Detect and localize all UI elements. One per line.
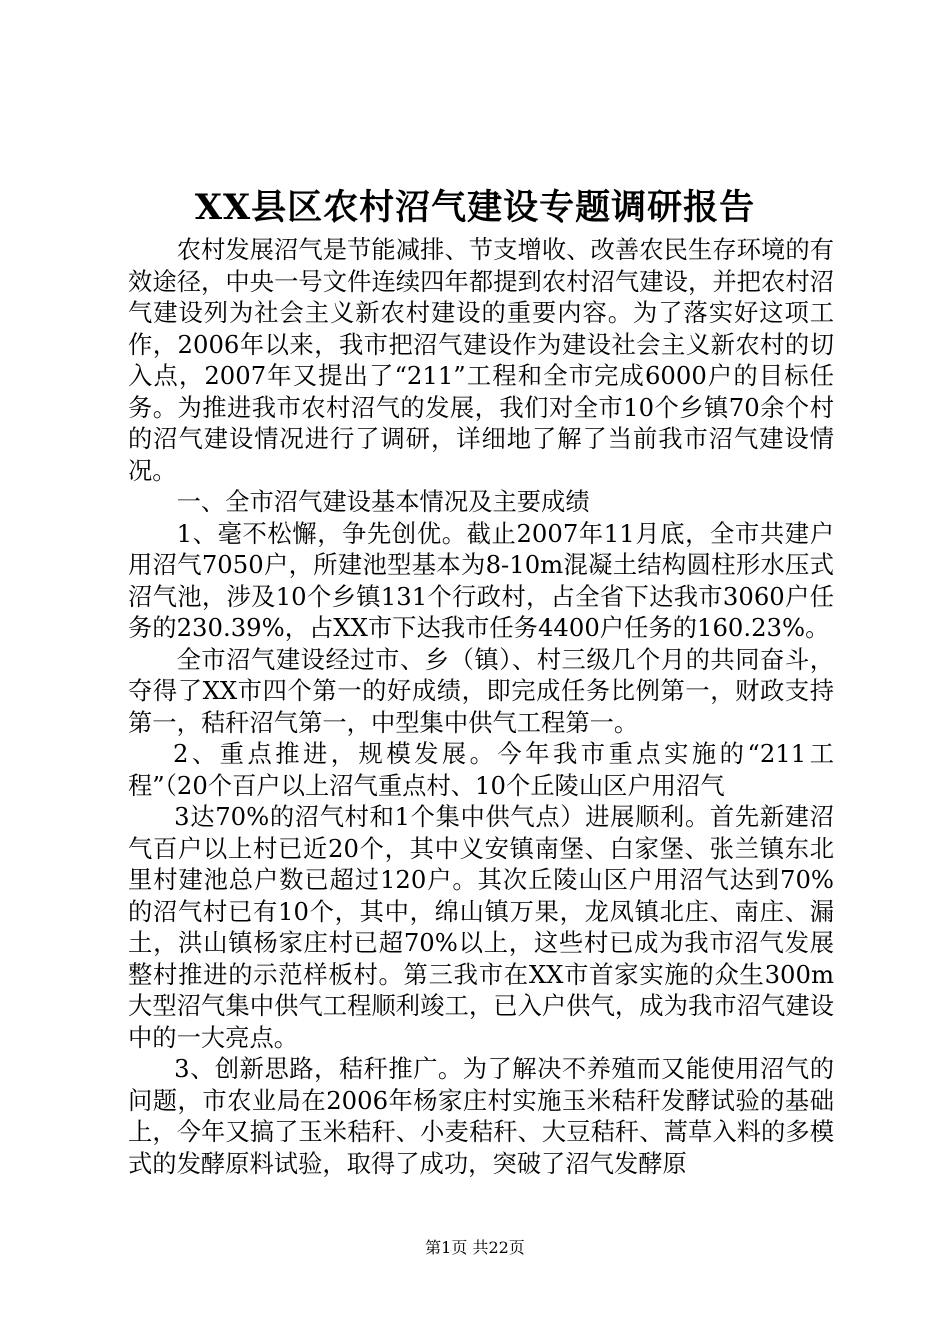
paragraph-item-1: 1、毫不松懈，争先创优。截止2007年11月底，全市共建户用沼气7050户，所建池型基本为8-10m混凝土结构圆柱形水压式沼气池，涉及10个乡镇131个行政村，占全省下达我市3060户任务的230.39%，占XX市下达我市任务4400户任务的160.23%。 <box>128 518 834 642</box>
paragraph-item-3: 3、创新思路，秸秆推广。为了解决不养殖而又能使用沼气的问题，市农业局在2006年杨家庄村实施玉米秸秆发酵试验的基础上，今年又搞了玉米秸秆、小麦秸秆、大豆秸秆、蒿草入料的多模式的发酵原料试验，取得了成功，突破了沼气发酵原 <box>128 1054 834 1178</box>
document-body <box>128 234 834 1179</box>
paragraph-achievements: 全市沼气建设经过市、乡（镇）、村三级几个月的共同奋斗，夺得了XX市四个第一的好成绩，即完成任务比例第一，财政支持第一，秸秆沼气第一，中型集中供气工程第一。 <box>128 644 834 737</box>
paragraph-intro: 农村发展沼气是节能减排、节支增收、改善农民生存环境的有效途径，中央一号文件连续四年都提到农村沼气建设，并把农村沼气建设列为社会主义新农村建设的重要内容。为了落实好这项工作，2006年以来，我市把沼气建设作为建设社会主义新农村的切入点，2007年又提出了“211”工程和全市完成6000户的目标任务。为推进我市农村沼气的发展，我们对全市10个乡镇70余个村的沼气建设情况进行了调研，详细地了解了当前我市沼气建设情况。 <box>128 235 834 485</box>
page-number-footer: 第1页 共22页 <box>425 1238 525 1257</box>
paragraph-item-2: 2、重点推进，规模发展。今年我市重点实施的“211工程”（20个百户以上沼气重点村、10个丘陵山区户用沼气 <box>128 739 834 800</box>
document-title: XX县区农村沼气建设专题调研报告 <box>194 187 756 228</box>
paragraph-item-2-continued: 3达70%的沼气村和1个集中供气点）进展顺利。首先新建沼气百户以上村已近20个，其中义安镇南堡、白家堡、张兰镇东北里村建池总户数已超过120户。其次丘陵山区户用沼气达到70%的沼气村已有10个，其中，绵山镇万果，龙凤镇北庄、南庄、漏土，洪山镇杨家庄村已超70%以上，这些村已成为我市沼气发展整村推进的示范样板村。第三我市在XX市首家实施的众生300m大型沼气集中供气工程顺利竣工，已入户供气，成为我市沼气建设中的一大亮点。 <box>128 802 834 1052</box>
section-heading: 一、全市沼气建设基本情况及主要成绩 <box>176 487 590 516</box>
